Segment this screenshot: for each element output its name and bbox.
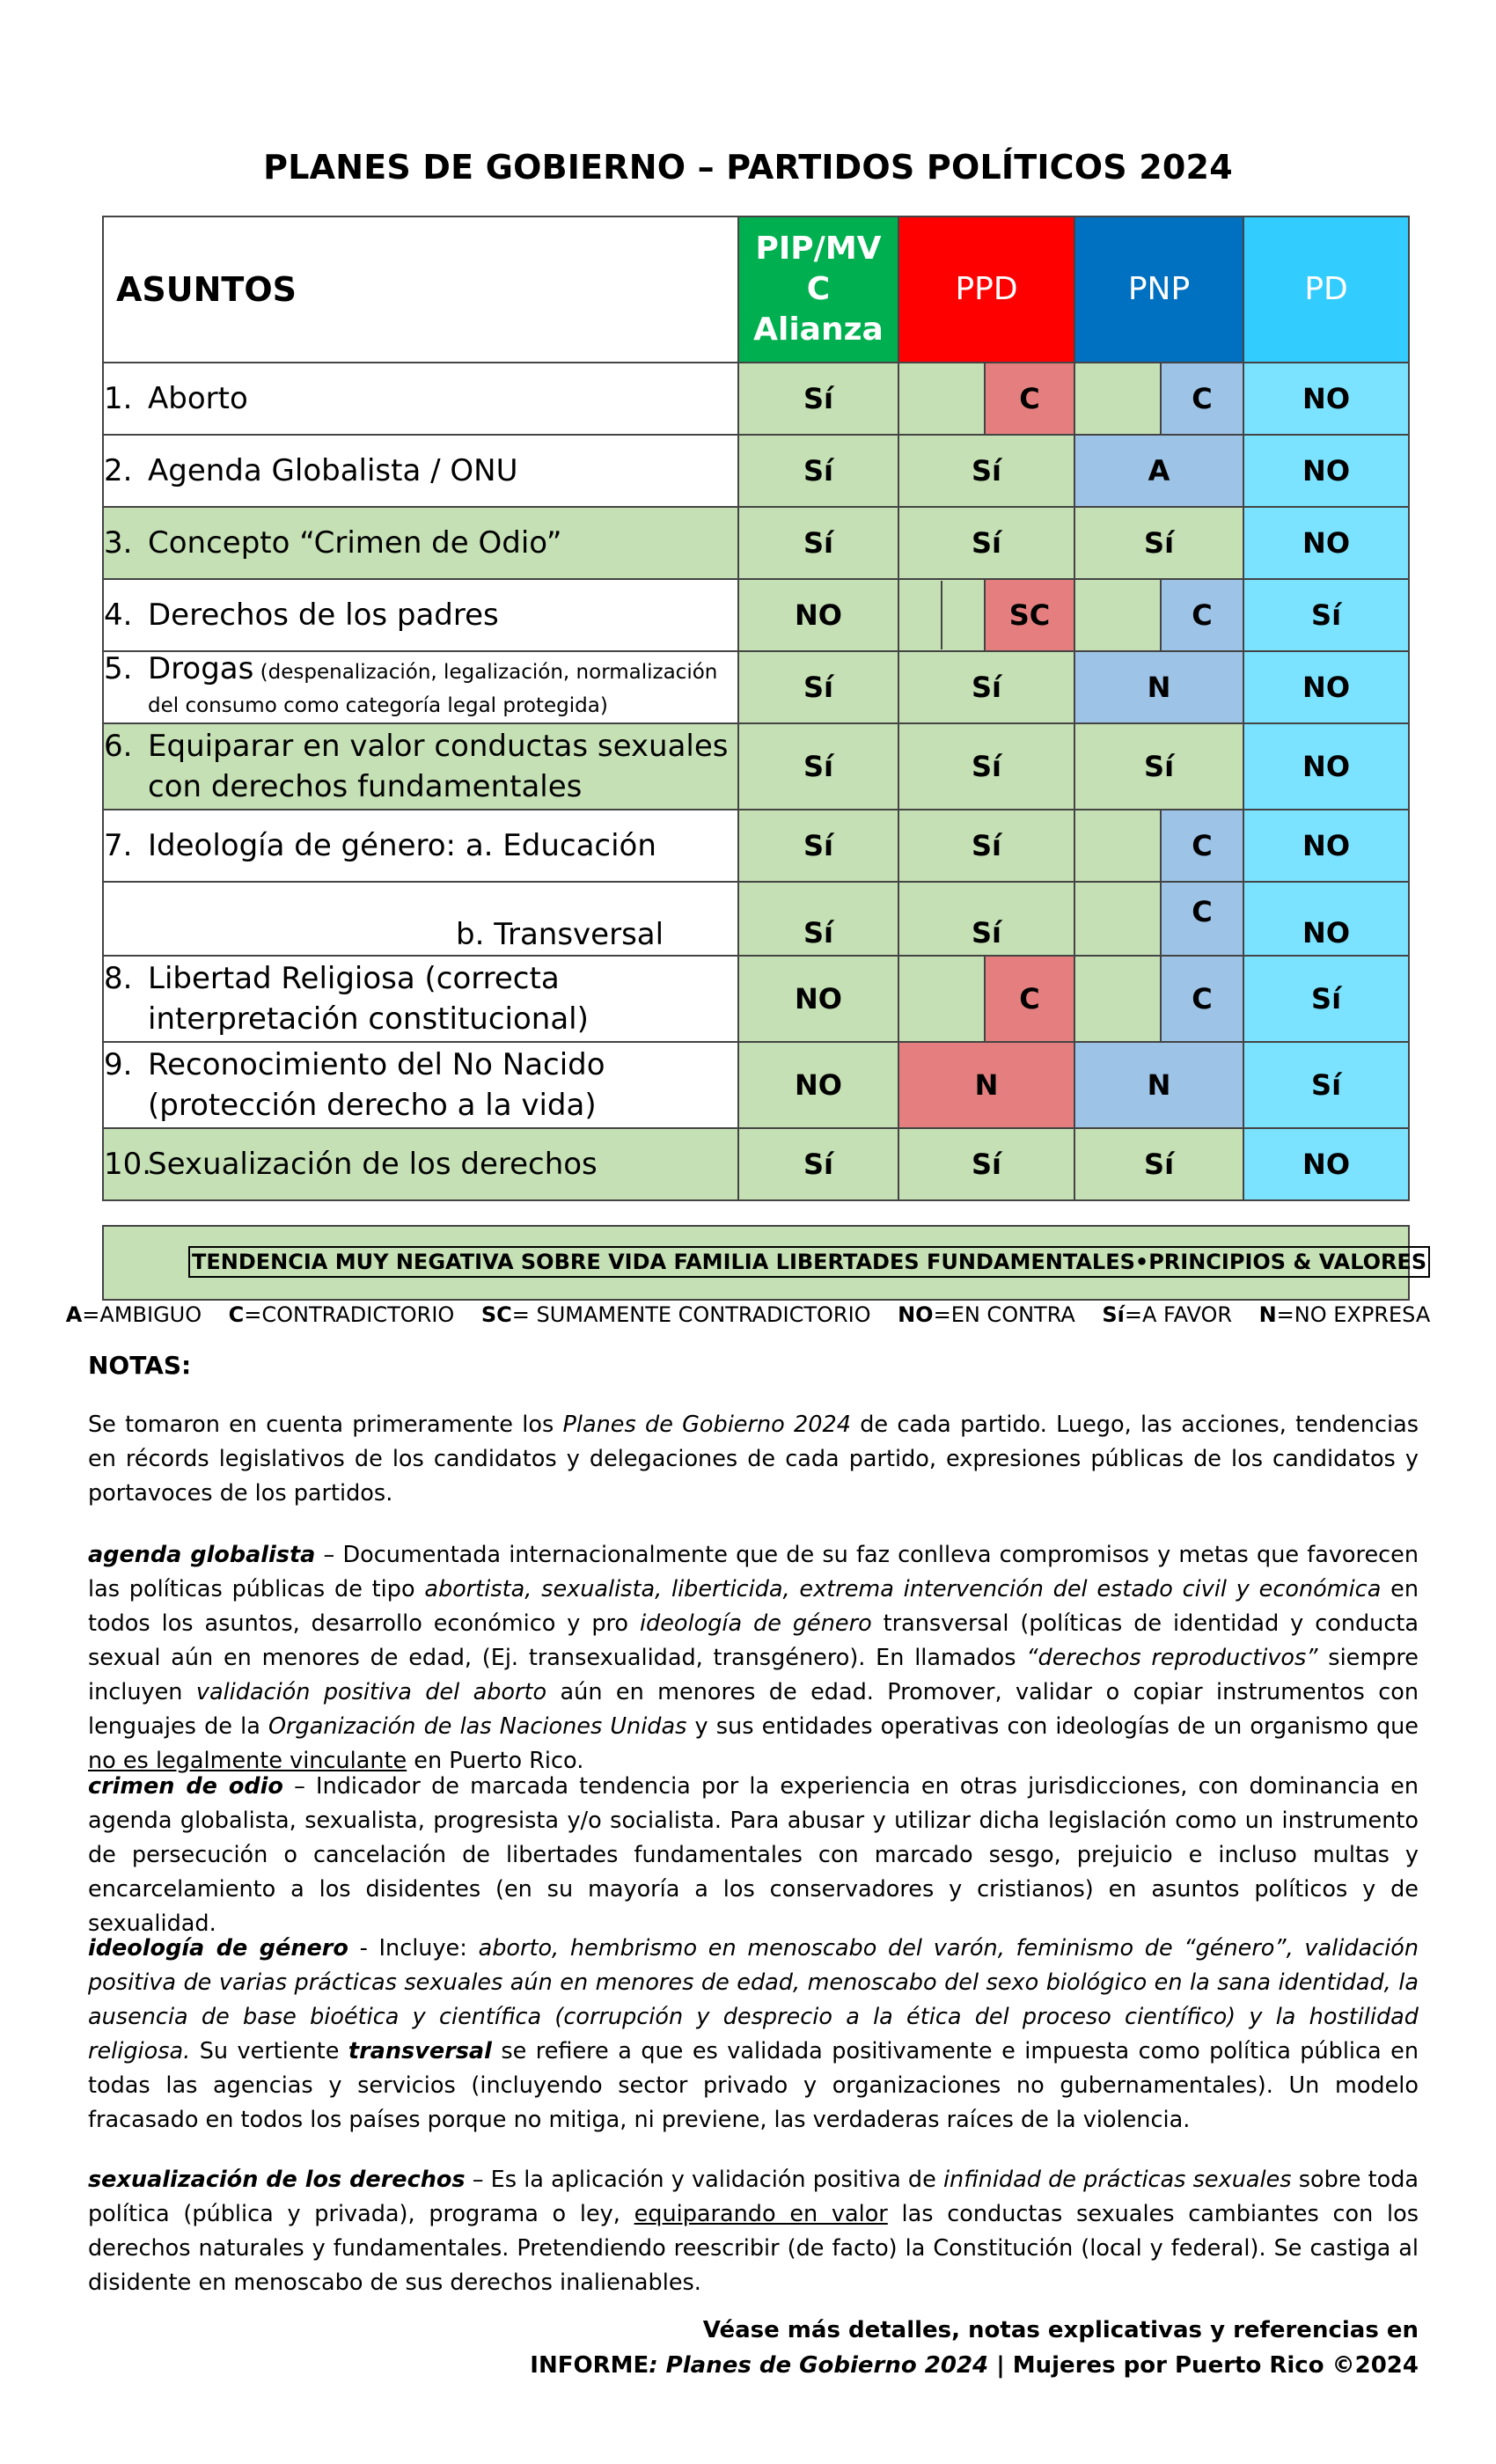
cell-pd: NO bbox=[1243, 651, 1409, 723]
text: de cada partido. Luego, las acciones, tendencias en récords legislativos de los candidatos y delegaciones de cada partido, expresiones públicas de los candidatos y portavoces de los partidos. bbox=[88, 1412, 1419, 1507]
row-number: 8. bbox=[104, 961, 133, 996]
table-row bbox=[103, 810, 1409, 882]
row-label bbox=[103, 579, 738, 651]
row-label bbox=[103, 882, 738, 956]
row-text: Sexualización de los derechos bbox=[148, 1147, 598, 1182]
row-text: Drogas bbox=[148, 651, 254, 686]
cell-ppd: C bbox=[985, 363, 1074, 435]
text-italic: ideología de género bbox=[639, 1610, 872, 1637]
table-row bbox=[103, 723, 1409, 810]
cell-pip: Sí bbox=[738, 435, 898, 507]
header-pip-line1: PIP/MV bbox=[755, 231, 882, 267]
cell-pip: NO bbox=[738, 1042, 898, 1128]
row-text: Agenda Globalista / ONU bbox=[148, 453, 518, 488]
key-a: A bbox=[65, 1302, 83, 1327]
cell-pd: Sí bbox=[1243, 579, 1409, 651]
text-italic: abortista, sexualista, liberticida, extrema intervención del estado civil y económica bbox=[424, 1576, 1382, 1602]
row-subtext: (despenalización, legalización, normalización bbox=[253, 661, 718, 684]
key-no-desc: =EN CONTRA bbox=[933, 1302, 1075, 1327]
text-italic: Planes de Gobierno 2024 bbox=[562, 1412, 851, 1438]
text-italic: aborto, hembrismo en menoscabo del varón, feminismo de “género”, validación positiva de varias prácticas sexuales aún en menores de edad, menoscabo del sexo biológico en la sana identidad, la ausencia de base bioética y científica (corrupción y desprecio a la ética del proceso científico) y la hostilidad religiosa. bbox=[88, 1935, 1419, 2064]
key-sc-desc: = SUMAMENTE CONTRADICTORIO bbox=[511, 1302, 871, 1327]
header-pnp: PNP bbox=[1074, 216, 1243, 363]
cell-pd: NO bbox=[1243, 1128, 1409, 1200]
row-label bbox=[103, 363, 738, 435]
row-number: 7. bbox=[104, 828, 133, 863]
cell-pnp: C bbox=[1161, 363, 1243, 435]
text: – Documentada internacionalmente que de su faz conlleva compromisos y metas que favorecen las políticas públicas de tipo bbox=[88, 1542, 1419, 1602]
text: en todos los asuntos, desarrollo económico y pro bbox=[88, 1576, 1419, 1637]
row-label bbox=[103, 810, 738, 882]
cell-pip: Sí bbox=[738, 363, 898, 435]
row-number: 10. bbox=[104, 1147, 152, 1182]
cell-pd: Sí bbox=[1243, 1042, 1409, 1128]
notes-heading: NOTAS: bbox=[88, 1351, 192, 1380]
note-paragraph-sexualizacion bbox=[88, 2163, 1419, 2300]
row-text: Aborto bbox=[148, 381, 248, 416]
text: transversal (políticas de identidad y conducta sexual aún en menores de edad, (Ej. transexualidad, transgénero). En llamados bbox=[88, 1610, 1419, 1671]
key-n-desc: =NO EXPRESA bbox=[1276, 1302, 1431, 1327]
row-text: Ideología de género: a. Educación bbox=[148, 828, 656, 863]
key-c: C bbox=[228, 1302, 245, 1327]
key-si-desc: =A FAVOR bbox=[1124, 1302, 1233, 1327]
table-header-row bbox=[103, 216, 1409, 363]
table-row bbox=[103, 435, 1409, 507]
note-paragraph-1 bbox=[88, 1408, 1419, 1511]
row-text: Libertad Religiosa (correcta bbox=[148, 961, 560, 996]
text: – Indicador de marcada tendencia por la experiencia en otras jurisdicciones, con dominancia en agenda globalista, sexualista, progresista y/o socialista. Para abusar y utilizar dicha legislación como un instrumento de persecución o cancelación de libertades fundamentales con marcado sesgo, prejuicio e incluso multas y encarcelamiento a los disidentes (en su mayoría a los conservadores y cristianos) en asuntos políticos y de sexualidad. bbox=[88, 1773, 1419, 1937]
cell-ppd: Sí bbox=[898, 651, 1074, 723]
cell-ppd: C bbox=[985, 956, 1074, 1042]
cell-pnp: Sí bbox=[1074, 507, 1243, 579]
cell-pip: NO bbox=[738, 579, 898, 651]
cell-pnp: C bbox=[1161, 882, 1243, 956]
header-pd: PD bbox=[1243, 216, 1409, 363]
row-label bbox=[103, 435, 738, 507]
cell-pnp: N bbox=[1074, 651, 1243, 723]
cell-ppd: Sí bbox=[898, 810, 1074, 882]
row-text: interpretación constitucional) bbox=[148, 1001, 589, 1037]
footer-informe: INFORME bbox=[530, 2352, 649, 2379]
text: en Puerto Rico. bbox=[407, 1748, 584, 1774]
header-ppd: PPD bbox=[898, 216, 1074, 363]
row-number: 9. bbox=[104, 1047, 133, 1082]
cell-pip: Sí bbox=[738, 882, 898, 956]
cell-ppd: Sí bbox=[898, 723, 1074, 810]
table-row bbox=[103, 1042, 1409, 1128]
cell-pnp: C bbox=[1161, 810, 1243, 882]
cell-pip: Sí bbox=[738, 651, 898, 723]
cell-ppd: N bbox=[898, 1042, 1074, 1128]
text: aún en menores de edad. Promover, validar o copiar instrumentos con lenguajes de la bbox=[88, 1679, 1419, 1740]
footer-reference bbox=[530, 2313, 1419, 2383]
table-row bbox=[103, 1128, 1409, 1200]
footer-report-title: : Planes de Gobierno 2024 bbox=[649, 2352, 989, 2379]
header-pip-line2: C bbox=[806, 271, 831, 307]
text-italic: Organización de las Naciones Unidas bbox=[268, 1713, 687, 1740]
text: se refiere a que es validada positivamente e impuesta como política pública en todas las agencias y servicios (incluyendo sector privado y organizaciones no gubernamentales). Un modelo fracasado en todos los países porque no mitiga, ni previene, las verdaderas raíces de la violencia. bbox=[88, 2038, 1419, 2133]
cell-pnp: N bbox=[1074, 1042, 1243, 1128]
row-subtext: del consumo como categoría legal protegida) bbox=[148, 694, 608, 717]
row-number: 4. bbox=[104, 598, 133, 633]
text: - Incluye: bbox=[348, 1935, 479, 1962]
row-label bbox=[103, 651, 738, 723]
key-n: N bbox=[1258, 1302, 1277, 1327]
row-number: 6. bbox=[104, 729, 133, 764]
row-number: 2. bbox=[104, 453, 133, 488]
term: crimen de odio bbox=[88, 1773, 283, 1800]
footer-line-1: Véase más detalles, notas explicativas y referencias en bbox=[702, 2317, 1419, 2343]
row-text: Derechos de los padres bbox=[148, 598, 499, 633]
cell-pnp: A bbox=[1074, 435, 1243, 507]
text: Se tomaron en cuenta primeramente los bbox=[88, 1412, 563, 1438]
cell-ppd: Sí bbox=[898, 435, 1074, 507]
cell-pnp-empty bbox=[1074, 579, 1161, 651]
cell-ppd: Sí bbox=[898, 1128, 1074, 1200]
text: siempre incluyen bbox=[88, 1645, 1419, 1705]
row-text: con derechos fundamentales bbox=[148, 769, 583, 804]
key-si: Sí bbox=[1102, 1302, 1125, 1327]
row-label bbox=[103, 723, 738, 810]
header-pip-line3: Alianza bbox=[753, 312, 884, 348]
page-title: PLANES DE GOBIERNO – PARTIDOS POLÍTICOS 2024 bbox=[263, 148, 1233, 187]
row-label bbox=[103, 1128, 738, 1200]
note-paragraph-ideologia bbox=[88, 1932, 1419, 2138]
cell-pnp: C bbox=[1161, 579, 1243, 651]
term: ideología de género bbox=[88, 1935, 348, 1962]
cell-pnp: C bbox=[1161, 956, 1243, 1042]
row-number: 3. bbox=[104, 525, 133, 561]
row-text: Equiparar en valor conductas sexuales bbox=[148, 729, 729, 764]
text-italic: “derechos reproductivos” bbox=[1026, 1645, 1318, 1671]
text-underline: no es legalmente vinculante bbox=[88, 1748, 407, 1774]
row-number: 1. bbox=[104, 381, 133, 416]
cell-ppd: Sí bbox=[898, 882, 1074, 956]
cell-pnp: Sí bbox=[1074, 723, 1243, 810]
footer-copyright: | Mujeres por Puerto Rico ©2024 bbox=[988, 2352, 1419, 2379]
text: y sus entidades operativas con ideologías de un organismo que bbox=[686, 1713, 1419, 1740]
cell-ppd: Sí bbox=[898, 507, 1074, 579]
note-paragraph-agenda bbox=[88, 1538, 1419, 1778]
table-row bbox=[103, 956, 1409, 1042]
cell-pnp-empty bbox=[1074, 882, 1161, 956]
key-no: NO bbox=[898, 1302, 934, 1327]
row-label bbox=[103, 1042, 738, 1128]
cell-pnp-empty bbox=[1074, 956, 1161, 1042]
key-sc: SC bbox=[480, 1302, 512, 1327]
text: las conductas sexuales cambiantes con los derechos naturales y fundamentales. Pretendiendo reescribir (de facto) la Constitución (local y federal). Se castiga al disidente en menoscabo de sus derechos inalienables. bbox=[88, 2201, 1419, 2296]
table-row bbox=[103, 882, 1409, 956]
parties-table bbox=[102, 216, 1410, 1201]
row-number: 5. bbox=[104, 651, 133, 686]
header-asuntos: ASUNTOS bbox=[103, 216, 738, 363]
legend-key bbox=[0, 1302, 1496, 1327]
cell-pip: NO bbox=[738, 956, 898, 1042]
term: transversal bbox=[348, 2038, 492, 2064]
cell-pd: NO bbox=[1243, 882, 1409, 956]
cell-pip: Sí bbox=[738, 1128, 898, 1200]
cell-pd: NO bbox=[1243, 810, 1409, 882]
key-c-desc: =CONTRADICTORIO bbox=[244, 1302, 455, 1327]
table-row bbox=[103, 507, 1409, 579]
term: agenda globalista bbox=[88, 1542, 316, 1568]
table-row bbox=[103, 363, 1409, 435]
text: sobre toda política (pública y privada), programa o ley, bbox=[88, 2167, 1419, 2227]
cell-ppd-empty bbox=[898, 956, 985, 1042]
row-text: (protección derecho a la vida) bbox=[148, 1088, 597, 1123]
cell-pd: NO bbox=[1243, 723, 1409, 810]
cell-ppd-empty bbox=[898, 579, 985, 651]
cell-pd: NO bbox=[1243, 507, 1409, 579]
key-a-desc: =AMBIGUO bbox=[82, 1302, 202, 1327]
row-text: b. Transversal bbox=[456, 917, 664, 952]
row-text: Concepto “Crimen de Odio” bbox=[148, 525, 562, 561]
text: Su vertiente bbox=[190, 2038, 348, 2064]
row-label bbox=[103, 507, 738, 579]
header-pip bbox=[738, 216, 898, 363]
cell-pd: NO bbox=[1243, 363, 1409, 435]
table-row bbox=[103, 579, 1409, 651]
cell-pnp-empty bbox=[1074, 363, 1161, 435]
cell-pip: Sí bbox=[738, 723, 898, 810]
cell-pip: Sí bbox=[738, 507, 898, 579]
row-label bbox=[103, 956, 738, 1042]
cell-pip: Sí bbox=[738, 810, 898, 882]
tendency-banner bbox=[102, 1225, 1427, 1301]
text-underline: equiparando en valor bbox=[634, 2201, 888, 2227]
text-italic: validación positiva del aborto bbox=[195, 1679, 547, 1705]
cell-pd: Sí bbox=[1243, 956, 1409, 1042]
cell-ppd-empty bbox=[898, 363, 985, 435]
term: sexualización de los derechos bbox=[88, 2167, 466, 2193]
note-paragraph-crimen bbox=[88, 1770, 1419, 1941]
cell-pnp: Sí bbox=[1074, 1128, 1243, 1200]
cell-pd: NO bbox=[1243, 435, 1409, 507]
table-row bbox=[103, 651, 1409, 723]
row-text: Reconocimiento del No Nacido bbox=[148, 1047, 605, 1082]
cell-pnp-empty bbox=[1074, 810, 1161, 882]
cell-ppd: SC bbox=[985, 579, 1074, 651]
text: – Es la aplicación y validación positiva de bbox=[465, 2167, 943, 2193]
tendency-text: TENDENCIA MUY NEGATIVA SOBRE VIDA FAMILIA LIBERTADES FUNDAMENTALES•PRINCIPIOS & VALORES bbox=[188, 1246, 1430, 1278]
text-italic: infinidad de prácticas sexuales bbox=[942, 2167, 1292, 2193]
